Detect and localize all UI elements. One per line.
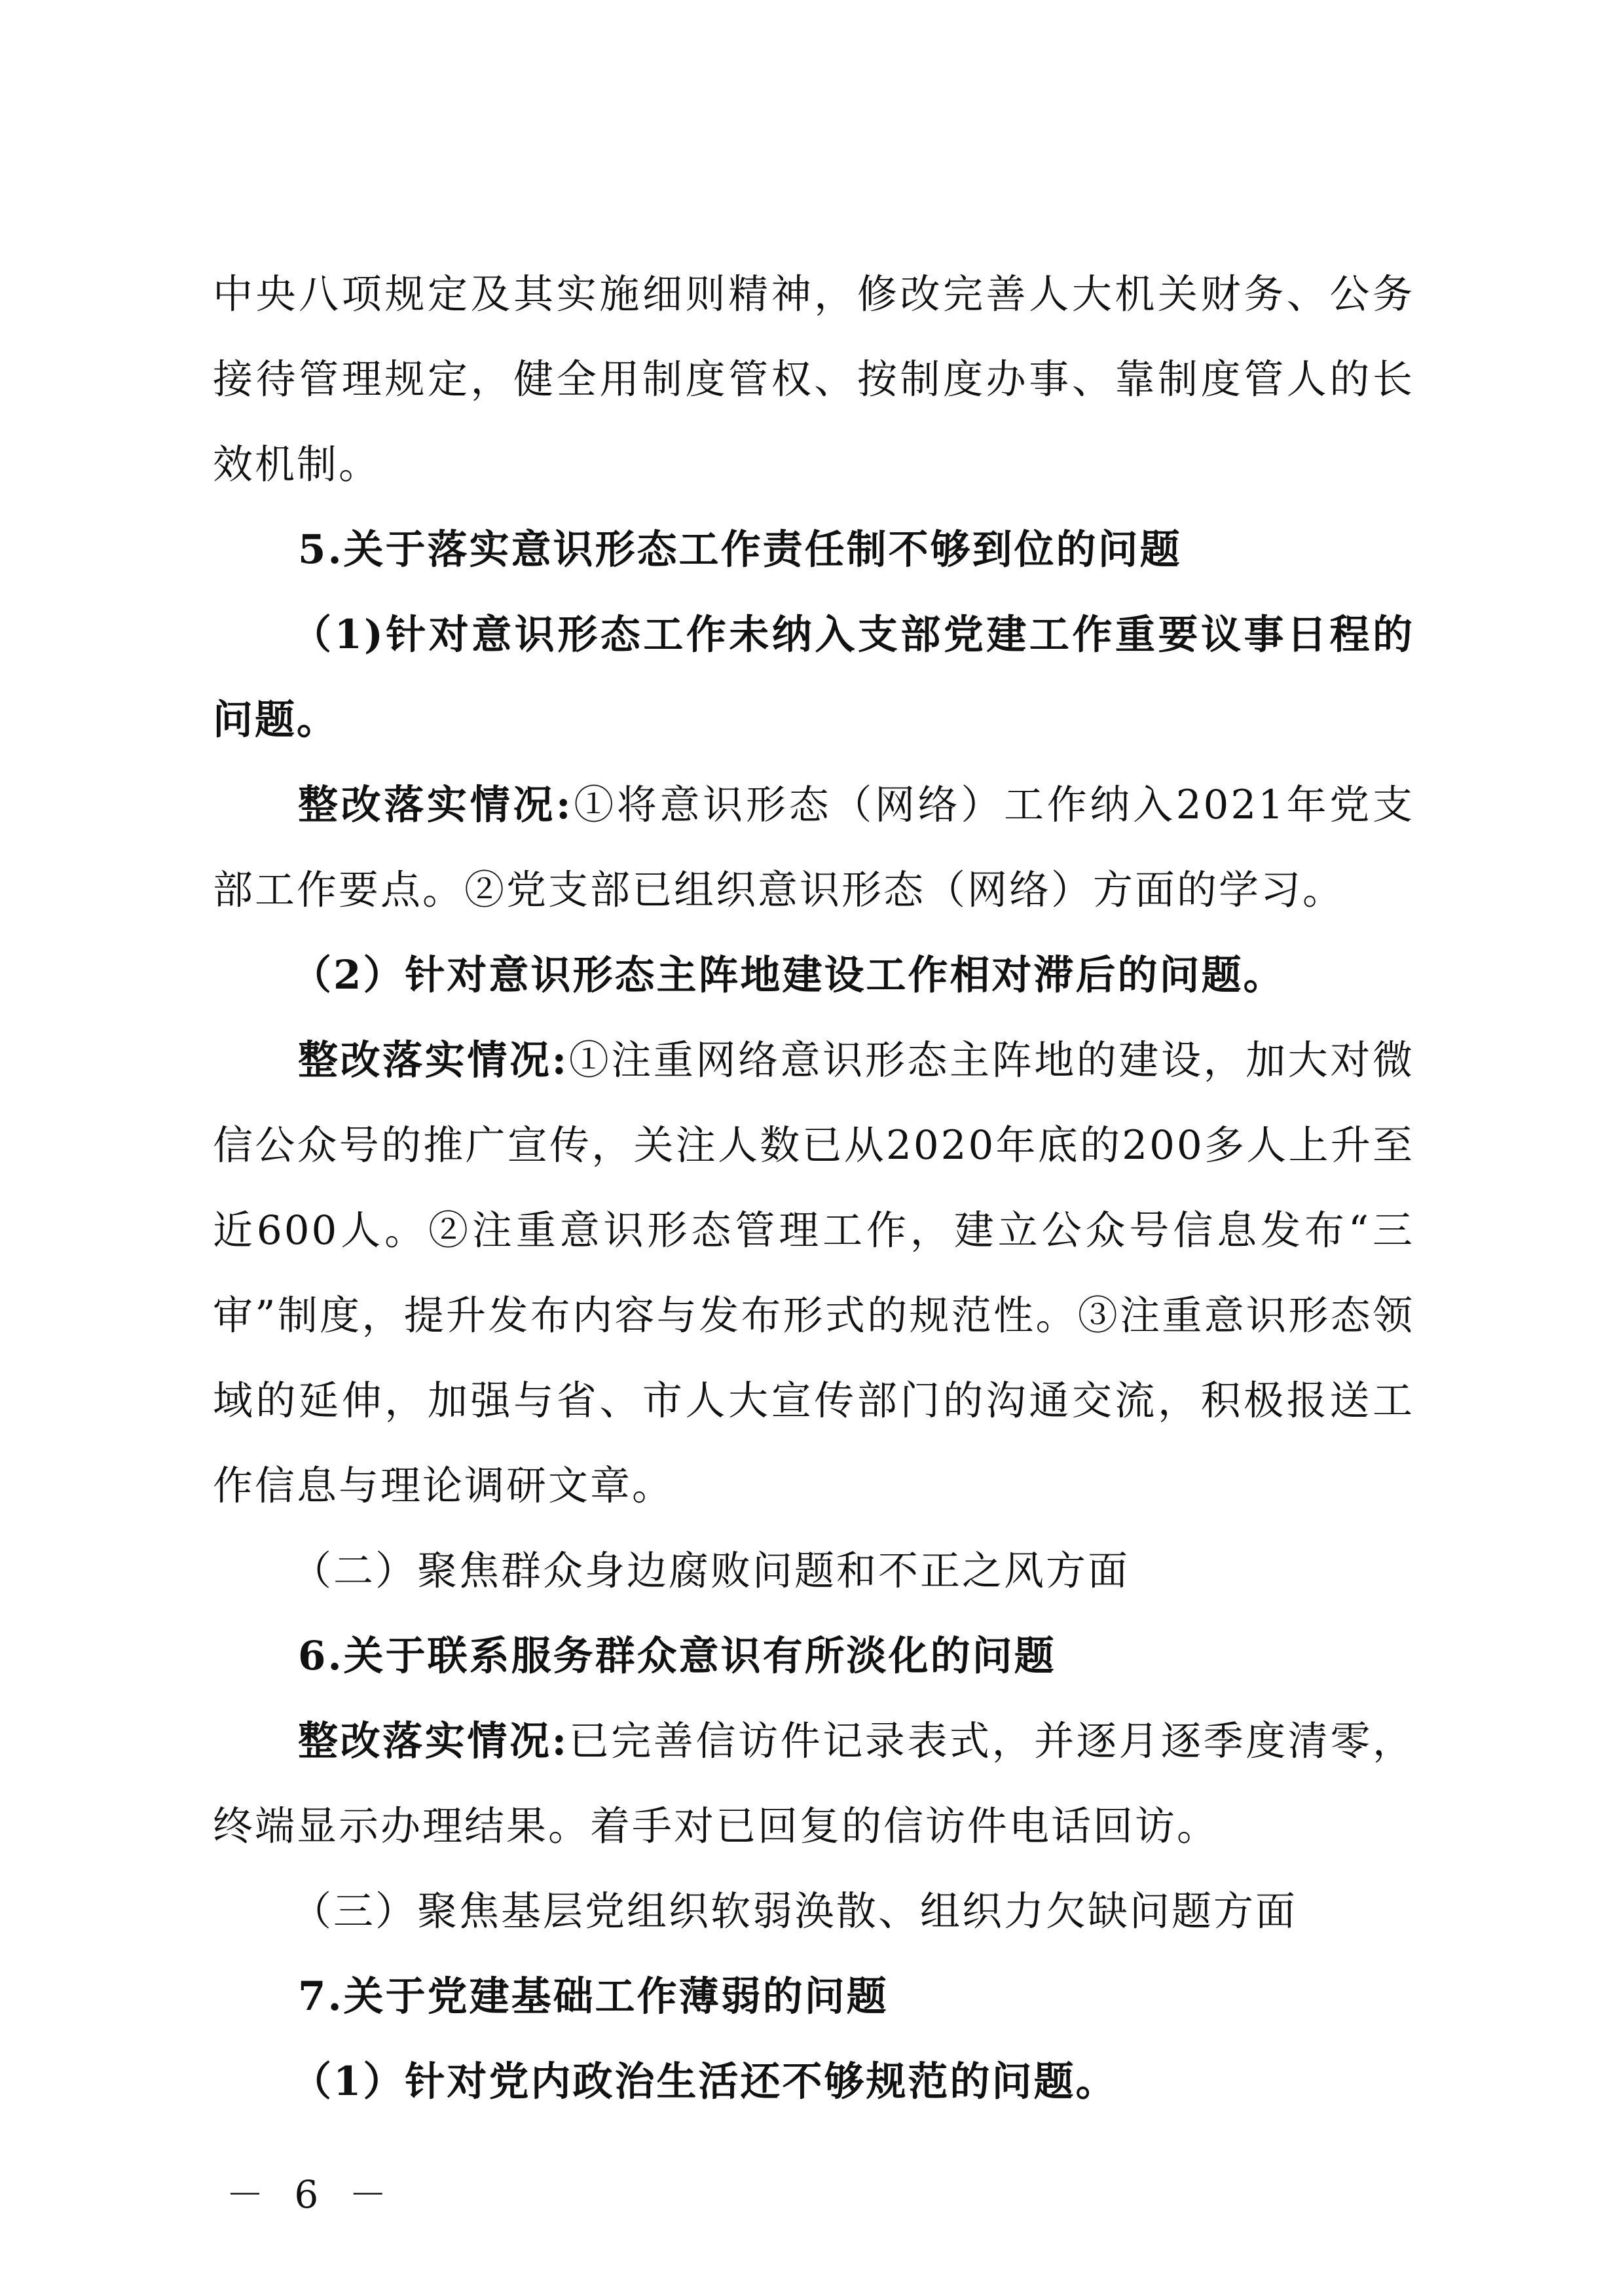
rectification-lead: 整改落实情况: xyxy=(298,1037,569,1084)
category-heading-3: （三）聚焦基层党组织软弱涣散、组织力欠缺问题方面 xyxy=(291,1888,1298,1935)
rectification-status-5-1 xyxy=(213,763,1414,933)
rectification-status-6 xyxy=(213,1699,1414,1869)
rectification-lead: 整改落实情况: xyxy=(298,1718,569,1764)
rectification-text: ①注重网络意识形态主阵地的建设，加大对微信公众号的推广宣传，关注人数已从2020年底的200多人上升至近600人。②注重意识形态管理工作，建立公众号信息发布“三审”制度，提升发布内容与发布形式的规范性。③注重意识形态领域的延伸，加强与省、市人大宣传部门的沟通交流，积极报送工作信息与理论调研文章。 xyxy=(213,1037,1414,1509)
section-heading-6: 6.关于联系服务群众意识有所淡化的问题 xyxy=(298,1633,1056,1679)
rectification-text: 已完善信访件记录表式，并逐月逐季度清零，终端显示办理结果。着手对已回复的信访件电话回访。 xyxy=(213,1718,1414,1850)
page-number: － 6 － xyxy=(226,2172,396,2217)
section-heading-7: 7.关于党建基础工作薄弱的问题 xyxy=(298,1973,889,2020)
section-heading-5: 5.关于落实意识形态工作责任制不够到位的问题 xyxy=(298,526,1182,573)
category-heading-2: （二）聚焦群众身边腐败问题和不正之风方面 xyxy=(291,1548,1130,1594)
subheading-5-1: （1)针对意识形态工作未纳入支部党建工作重要议事日程的问题。 xyxy=(213,611,1414,743)
subheading-5-2: （2）针对意识形态主阵地建设工作相对滞后的问题。 xyxy=(291,952,1285,998)
rectification-text: ①将意识形态（网络）工作纳入2021年党支部工作要点。②党支部已组织意识形态（网络）方面的学习。 xyxy=(213,782,1414,913)
document-body xyxy=(213,252,1414,2124)
rectification-lead: 整改落实情况: xyxy=(298,782,573,828)
rectification-status-5-2 xyxy=(213,1018,1414,1529)
subheading-7-1: （1）针对党内政治生活还不够规范的问题。 xyxy=(291,2058,1118,2105)
paragraph-continuation: 中央八项规定及其实施细则精神，修改完善人大机关财务、公务接待管理规定，健全用制度管权、按制度办事、靠制度管人的长效机制。 xyxy=(213,271,1414,488)
